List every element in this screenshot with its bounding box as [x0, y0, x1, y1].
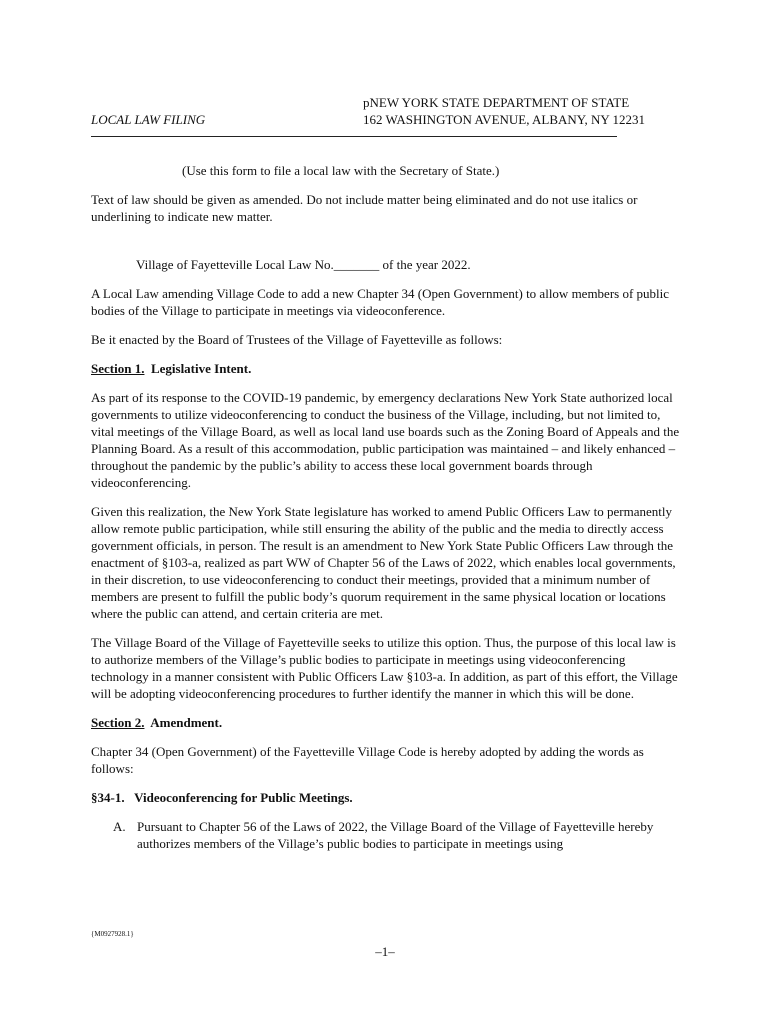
document-body — [91, 162, 681, 852]
department-name: pNEW YORK STATE DEPARTMENT OF STATE — [363, 95, 630, 110]
section-2-label: Section 2. — [91, 715, 145, 730]
section-2-paragraph: Chapter 34 (Open Government) of the Fayetteville Village Code is hereby adopted by adding the words as follows: — [91, 744, 644, 776]
form-usage-note: (Use this form to file a local law with the Secretary of State.) — [182, 163, 500, 178]
section-1-paragraph: Given this realization, the New York State legislature has worked to amend Public Officers Law to permanently allow remote public participation, while still ensuring the ability of the public and the media to directly access government officials, in person. The result is an amendment to New York State Public Officers Law through the enactment of §103-a, realized as part WW of Chapter 56 of the Laws of 2022, which enables local governments, in their discretion, to use videoconferencing to conduct their meetings, provided that a minimum number of members are present to fulfill the public body’s quorum requirement in the same physical location or locations where the public can attend, and certain criteria are met. — [91, 504, 676, 621]
section-1-paragraph: The Village Board of the Village of Fayetteville seeks to utilize this option. Thus, the purpose of this local law is to authorize members of the Village’s public bodies to participate in meetings using videoconferencing technology in a manner consistent with Public Officers Law §103-a. In addition, as part of this effort, the Village will be adopting videoconferencing procedures to further identify the manner in which this will be done. — [91, 635, 678, 701]
list-item-text: Pursuant to Chapter 56 of the Laws of 2022, the Village Board of the Village of Fayetteville hereby authorizes members of the Village’s public bodies to participate in meetings using — [137, 819, 654, 851]
local-law-filing-title: LOCAL LAW FILING — [91, 112, 206, 127]
department-address: 162 WASHINGTON AVENUE, ALBANY, NY 12231 — [363, 112, 646, 127]
page-number: –1– — [375, 944, 395, 959]
amendment-instructions: Text of law should be given as amended. Do not include matter being eliminated and do not use italics or underlining to indicate new matter. — [91, 192, 638, 224]
document-id: {M0927928.1} — [91, 930, 134, 938]
section-2-heading — [91, 714, 681, 731]
department-address-block — [363, 94, 645, 128]
section-1-label: Section 1. — [91, 361, 145, 376]
section-1-paragraph: As part of its response to the COVID-19 pandemic, by emergency declarations New York State authorized local governments to utilize videoconferencing to conduct the business of the Village, including, but not limited to, vital meetings of the Village Board, as well as local land use boards such as the Zoning Board of Appeals and the Planning Board. As a result of this accommodation, public participation was maintained – and likely enhanced – throughout the pandemic by the public’s ability to access these local government boards through videoconferencing. — [91, 390, 680, 490]
local-law-number-line: Village of Fayetteville Local Law No._______ of the year 2022. — [136, 257, 471, 272]
section-1-title: Legislative Intent. — [150, 361, 252, 376]
subsection-label: §34-1. — [91, 790, 125, 805]
list-item — [113, 818, 681, 852]
section-1-heading — [91, 360, 681, 377]
subsection-heading — [91, 789, 681, 806]
section-2-title: Amendment. — [150, 715, 223, 730]
list-item-label: A. — [113, 819, 126, 834]
enactment-clause: Be it enacted by the Board of Trustees of the Village of Fayetteville as follows: — [91, 332, 503, 347]
law-summary: A Local Law amending Village Code to add a new Chapter 34 (Open Government) to allow members of public bodies of the Village to participate in meetings via videoconference. — [91, 286, 670, 318]
header-divider — [91, 136, 617, 137]
subsection-title: Videoconferencing for Public Meetings. — [134, 790, 353, 805]
